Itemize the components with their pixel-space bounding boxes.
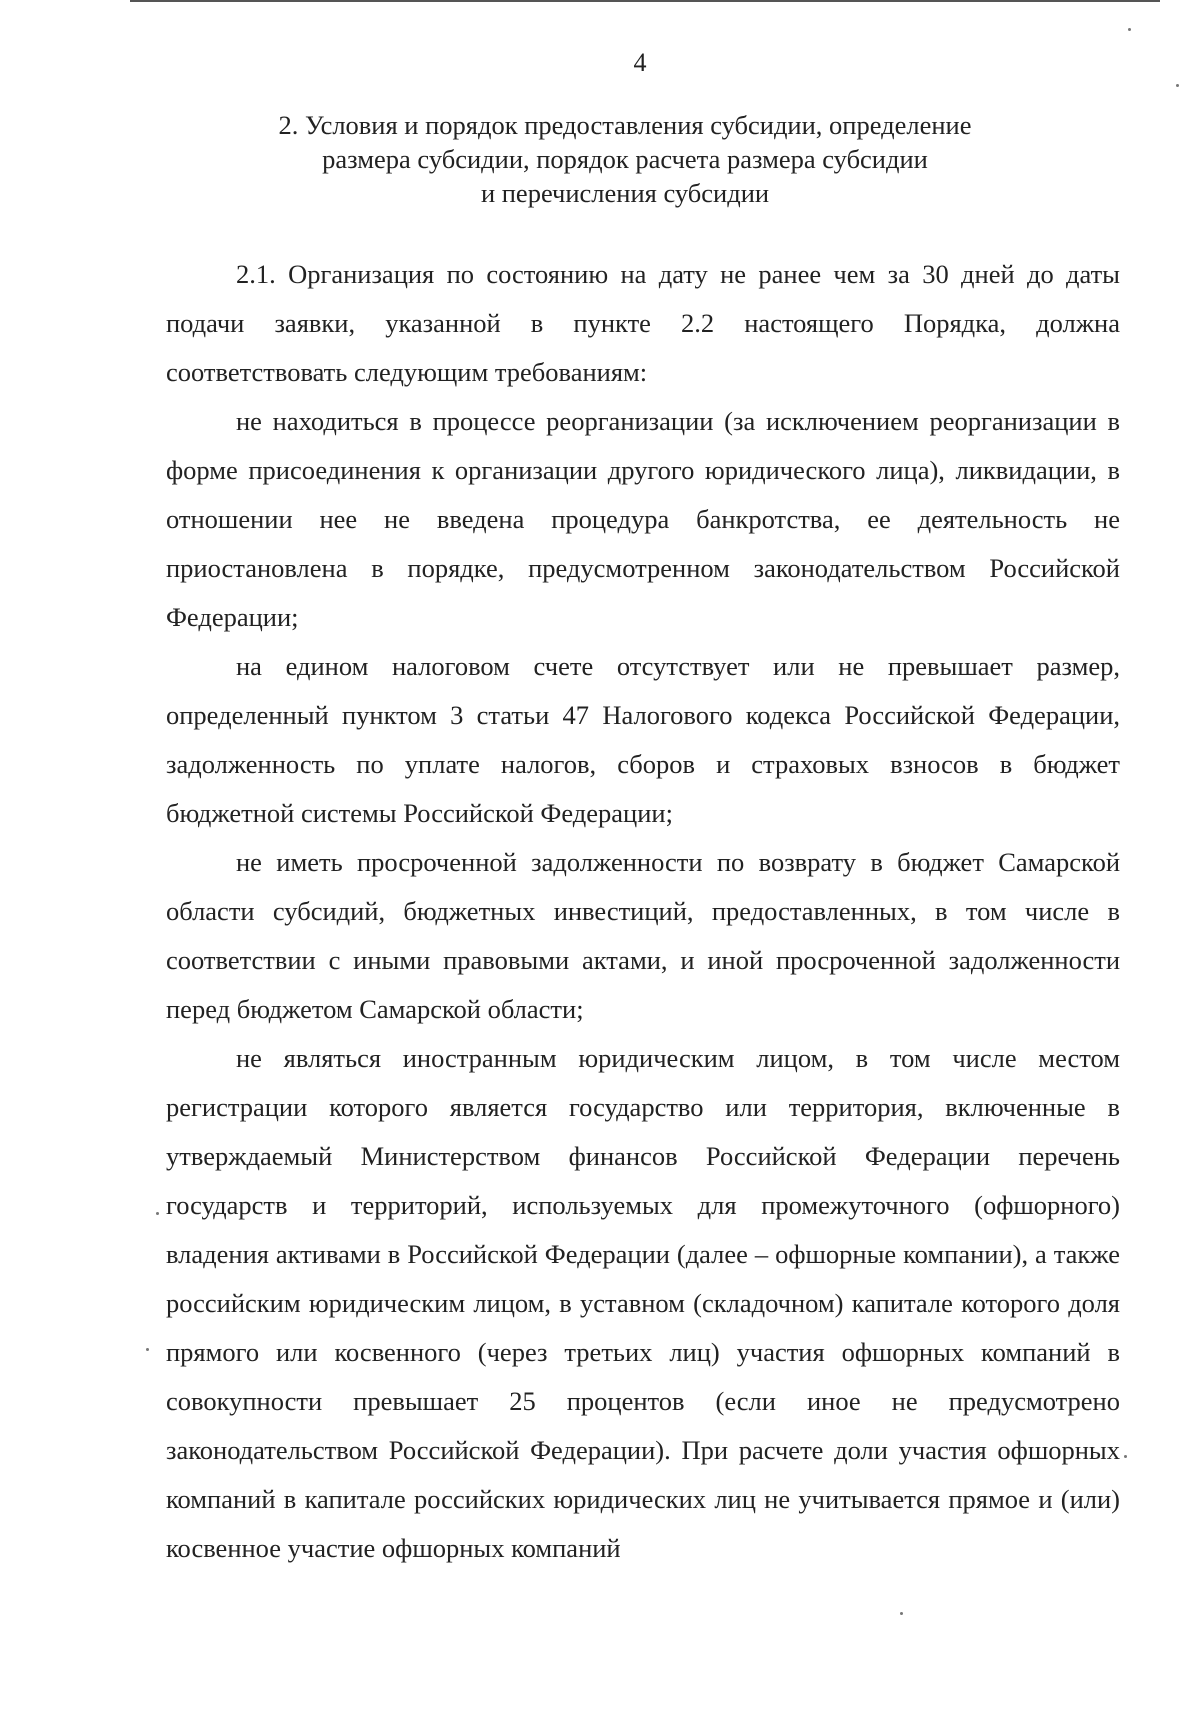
paragraph-2-1: 2.1. Организация по состоянию на дату не ранее чем за 30 дней до даты подачи заявки, указанной в пункте 2.2 настоящего Порядка, должна соответствовать следующим требованиям: [166,259,1120,387]
paragraph-overdue-debt: не иметь просроченной задолженности по возврату в бюджет Самарской области субсидий, бюджетных инвестиций, предоставленных, в том числе в соответствии с иными правовыми актами, и иной просроченной задолженности перед бюджетом Самарской области; [166,847,1120,1024]
paragraph-tax-account: на едином налоговом счете отсутствует или не превышает размер, определенный пунктом 3 статьи 47 Налогового кодекса Российской Федерации, задолженность по уплате налогов, сборов и страховых взносов в бюджет бюджетной системы Российской Федерации; [166,651,1120,828]
scan-speck [1128,28,1131,31]
scan-speck [900,1612,903,1615]
heading-line: и перечисления субсидии [480,178,770,208]
scan-speck [156,1212,159,1215]
scan-speck [146,1348,149,1351]
scan-speck [1124,1455,1127,1458]
scan-top-border [130,0,1160,2]
heading-line: размера субсидии, порядок расчета размера субсидии [322,144,928,174]
paragraph-reorganization: не находиться в процессе реорганизации (за исключением реорганизации в форме присоединения к организации другого юридического лица), ликвидации, в отношении нее не введена процедура банкротства, ее деятельность не приостановлена в порядке, предусмотренном законодательством Российской Федерации; [166,406,1120,632]
section-heading [240,108,1010,210]
scan-speck [1176,84,1179,87]
paragraph-foreign-entity: не являться иностранным юридическим лицом, в том числе местом регистрации которого является государство или территория, включенные в утверждаемый Министерством финансов Российской Федерации перечень государств и территорий, используемых для промежуточного (офшорного) владения активами в Российской Федерации (далее – офшорные компании), а также российским юридическим лицом, в уставном (складочном) капитале которого доля прямого или косвенного (через третьих лиц) участия офшорных компаний в совокупности превышает 25 процентов (если иное не предусмотрено законодательством Российской Федерации). При расчете доли участия офшорных компаний в капитале российских юридических лиц не учитывается прямое и (или) косвенное участие офшорных компаний [166,1043,1120,1563]
page-number: 4 [633,48,647,77]
document-body [166,250,1120,1573]
heading-line: 2. Условия и порядок предоставления субсидии, определение [278,110,972,140]
